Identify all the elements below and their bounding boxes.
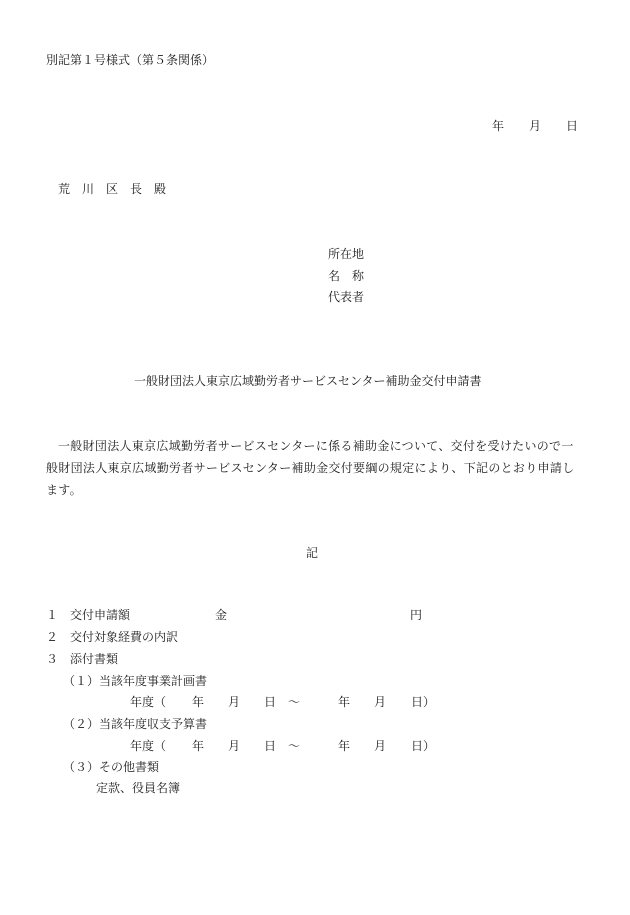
item-1-en: 円 [410, 608, 423, 622]
period-end-year: 年 [338, 739, 351, 753]
period-start-year: 年 [192, 695, 205, 709]
period-end-day: 日） [411, 739, 436, 753]
item-1-kin: 金 [215, 608, 228, 622]
date-day: 日 [566, 119, 579, 133]
period-nendo: 年度（ [130, 739, 167, 753]
sub-item-3: （３）その他書類 [63, 760, 160, 774]
item-2-label: ２ 交付対象経費の内訳 [46, 630, 179, 644]
period-end-month: 月 [374, 739, 387, 753]
ki-heading: 記 [306, 546, 319, 560]
sub-item-3-detail: 定款、役員名簿 [96, 781, 181, 795]
item-1-label: １ 交付申請額 [46, 608, 131, 622]
period-tilde: ～ [288, 695, 301, 709]
applicant-address-label: 所在地 [328, 247, 365, 261]
item-3-label: ３ 添付書類 [46, 652, 119, 666]
period-start-month: 月 [228, 695, 241, 709]
period-start-day: 日 [264, 695, 277, 709]
period-start-year: 年 [192, 739, 205, 753]
period-tilde: ～ [288, 739, 301, 753]
form-number: 別記第１号様式（第５条関係） [46, 53, 215, 67]
period-end-year: 年 [338, 695, 351, 709]
body-paragraph: 一般財団法人東京広域勤労者サービスセンターに係る補助金について、交付を受けたいので一般財団法人東京広域勤労者サービスセンター補助金交付要綱の規定により、下記のとおり申請します。 [46, 439, 575, 497]
period-end-day: 日） [411, 695, 436, 709]
period-start-day: 日 [264, 739, 277, 753]
document-title: 一般財団法人東京広域勤労者サービスセンター補助金交付申請書 [134, 374, 482, 388]
period-nendo: 年度（ [130, 695, 167, 709]
date-month: 月 [529, 119, 542, 133]
period-start-month: 月 [228, 739, 241, 753]
sub-item-2: （２）当該年度収支予算書 [63, 717, 208, 731]
sub-item-1: （１）当該年度事業計画書 [63, 674, 208, 688]
applicant-representative-label: 代表者 [328, 290, 365, 304]
applicant-name-label: 名 称 [328, 269, 365, 283]
date-year: 年 [492, 119, 505, 133]
period-end-month: 月 [374, 695, 387, 709]
addressee: 荒 川 区 長 殿 [58, 182, 167, 196]
